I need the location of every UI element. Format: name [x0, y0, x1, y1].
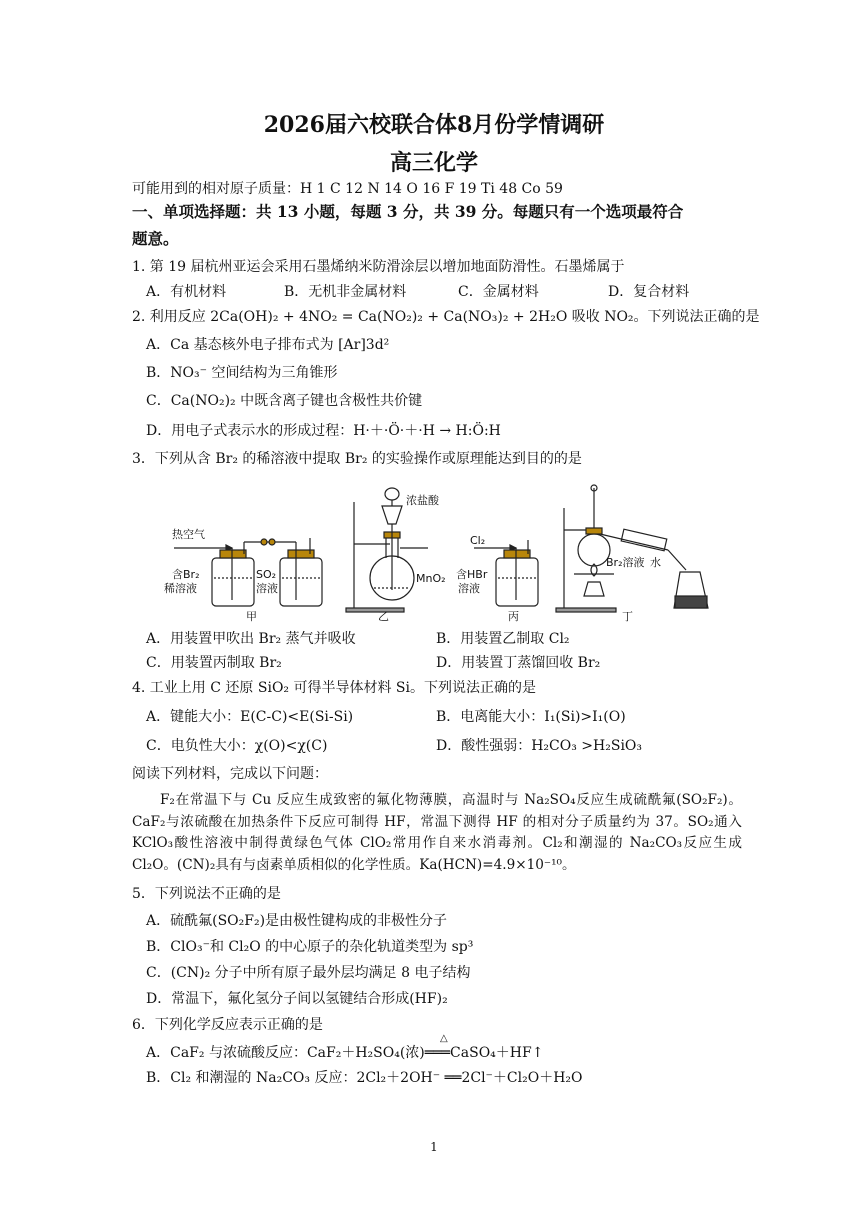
option-a: A．CaF₂ 与浓硫酸反应：CaF₂＋H₂SO₄(浓)═══CaSO₄＋HF↑ — [146, 1045, 544, 1061]
option-a: A．用装置甲吹出 Br₂ 蒸气并吸收 — [146, 631, 356, 647]
exam-title: 2026届六校联合体8月份学情调研 — [263, 112, 605, 138]
label-conc-hcl: 浓盐酸 — [406, 494, 439, 507]
option-d: D．复合材料 — [608, 284, 690, 300]
question-6-stem: 6．下列化学反应表示正确的是 — [132, 1017, 323, 1033]
label-mno2: MnO₂ — [416, 572, 446, 585]
option-a: A．硫酰氟(SO₂F₂)是由极性键构成的非极性分子 — [146, 913, 448, 929]
option-b: B．电离能大小：I₁(Si)>I₁(O) — [436, 709, 626, 725]
option-d: D．用电子式表示水的形成过程：H·＋·Ö·＋·H → H:Ö:H — [146, 423, 501, 439]
option-c: C．用装置丙制取 Br₂ — [146, 655, 282, 671]
option-d: D．酸性强弱：H₂CO₃ >H₂SiO₃ — [436, 738, 643, 754]
question-5-stem: 5．下列说法不正确的是 — [132, 886, 281, 902]
option-b: B．用装置乙制取 Cl₂ — [436, 631, 570, 647]
reading-intro: 阅读下列材料，完成以下问题： — [132, 766, 328, 782]
label-jia: 甲 — [246, 610, 257, 623]
label-br2-dilute-2: 稀溶液 — [164, 582, 197, 595]
label-br2-solution: Br₂溶液 — [606, 556, 645, 569]
question-1-stem: 1. 第 19 届杭州亚运会采用石墨烯纳米防滑涂层以增加地面防滑性。石墨烯属于 — [132, 259, 625, 275]
label-ding: 丁 — [622, 610, 633, 623]
section-heading-cont: 题意。 — [132, 229, 179, 248]
label-so2: SO₂ — [256, 568, 277, 581]
option-c: C．(CN)₂ 分子中所有原子最外层均满足 8 电子结构 — [146, 965, 471, 981]
label-hot-air: 热空气 — [172, 528, 205, 541]
page-number: 1 — [430, 1140, 438, 1154]
option-b: B．无机非金属材料 — [284, 284, 407, 300]
option-c: C．Ca(NO₂)₂ 中既含离子键也含极性共价键 — [146, 393, 423, 409]
option-a: A．Ca 基态核外电子排布式为 [Ar]3d² — [146, 337, 390, 353]
option-b: B．Cl₂ 和潮湿的 Na₂CO₃ 反应：2Cl₂＋2OH⁻ ══2Cl⁻＋Cl₂O＋H₂O — [146, 1070, 583, 1086]
option-b: B．NO₃⁻ 空间结构为三角锥形 — [146, 365, 338, 381]
option-a: A．键能大小：E(C-C)<E(Si-Si) — [146, 709, 354, 725]
label-bing: 丙 — [508, 610, 519, 623]
label-hbr-solution: 溶液 — [458, 582, 480, 595]
label-yi: 乙 — [378, 610, 389, 623]
label-so2-solution: 溶液 — [256, 582, 278, 595]
option-d: D．常温下，氟化氢分子间以氢键结合形成(HF)₂ — [146, 991, 448, 1007]
heat-symbol: △ — [440, 1033, 448, 1044]
label-cl2: Cl₂ — [470, 534, 486, 547]
option-a: A．有机材料 — [146, 284, 227, 300]
question-4-stem: 4. 工业上用 C 还原 SiO₂ 可得半导体材料 Si。下列说法正确的是 — [132, 680, 536, 696]
option-c: C．金属材料 — [458, 284, 539, 300]
label-water: 水 — [650, 556, 661, 569]
label-br2-dilute: 含Br₂ — [172, 568, 200, 581]
option-d: D．用装置丁蒸馏回收 Br₂ — [436, 655, 601, 671]
question-2-stem: 2. 利用反应 2Ca(OH)₂ + 4NO₂ = Ca(NO₂)₂ + Ca(NO₃)₂ + 2H₂O 吸收 NO₂。下列说法正确的是 — [132, 309, 760, 325]
section-heading: 一、单项选择题：共 13 小题，每题 3 分，共 39 分。每题只有一个选项最符合 — [132, 202, 684, 221]
question-3-stem: 3．下列从含 Br₂ 的稀溶液中提取 Br₂ 的实验操作或原理能达到目的的是 — [132, 451, 582, 467]
apparatus-diagram — [160, 478, 720, 624]
option-c: C．电负性大小：χ(O)<χ(C) — [146, 738, 328, 754]
atomic-masses: 可能用到的相对原子质量：H 1 C 12 N 14 O 16 F 19 Ti 48 Co 59 — [132, 181, 563, 197]
reading-passage: F₂在常温下与 Cu 反应生成致密的氟化物薄膜，高温时与 Na₂SO₄反应生成硫酰氟(SO₂F₂)。CaF₂与浓硫酸在加热条件下反应可制得 HF，常温下测得 HF 的相对分子质量约为 37。SO₂通入 KClO₃酸性溶液中制得黄绿色气体 ClO₂常用作自来水消毒剂。Cl₂和潮湿的 Na₂CO₃反应生成 Cl₂O。(CN)₂具有与卤素单质相似的化学性质。Ka(HCN)=4.9×10⁻¹⁰。 — [132, 792, 742, 873]
option-b: B．ClO₃⁻和 Cl₂O 的中心原子的杂化轨道类型为 sp³ — [146, 939, 474, 955]
exam-subject: 高三化学 — [389, 150, 478, 176]
label-hbr: 含HBr — [456, 568, 488, 581]
